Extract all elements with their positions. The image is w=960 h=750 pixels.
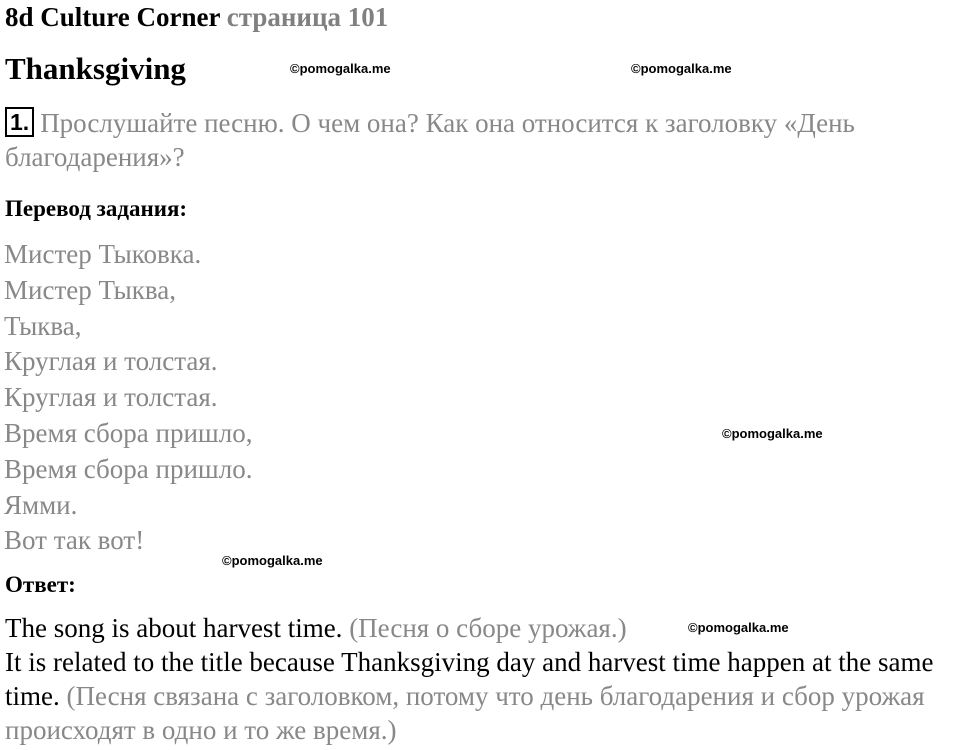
answer-text [5, 611, 960, 747]
page-number-label: страница 101 [226, 2, 389, 32]
poem-line: Круглая и толстая. [4, 382, 218, 413]
watermark: ©pomogalka.me [222, 553, 323, 568]
poem-line: Мистер Тыква, [4, 274, 177, 305]
task-instruction [5, 106, 950, 174]
section-title: Thanksgiving [5, 51, 186, 86]
task-number: 1. [5, 107, 34, 137]
poem-line: Ямми. [4, 489, 78, 520]
page-title-main: 8d Culture Corner [5, 2, 220, 32]
answer-line-ru: (Песня о сборе урожая.) [349, 613, 627, 643]
watermark: ©pomogalka.me [631, 61, 732, 76]
answer-line-en: The song is about harvest time. [5, 613, 343, 643]
translation-poem [4, 237, 252, 559]
watermark: ©pomogalka.me [290, 61, 391, 76]
answer-heading: Ответ: [5, 572, 76, 597]
poem-line: Тыква, [4, 310, 82, 341]
task-text: Прослушайте песню. О чем она? Как она относится к заголовку «День благодарения»? [5, 108, 855, 172]
watermark: ©pomogalka.me [688, 620, 789, 635]
page-title [5, 1, 388, 33]
answer-line-en: It is related to the title because Thanksgiving day and harvest time happen at the same time. [5, 647, 934, 711]
poem-line: Вот так вот! [4, 525, 145, 556]
poem-line: Время сбора пришло, [4, 417, 253, 448]
poem-line: Мистер Тыковка. [4, 239, 202, 269]
poem-line: Круглая и толстая. [4, 346, 218, 377]
translation-heading: Перевод задания: [5, 196, 188, 221]
watermark: ©pomogalka.me [722, 426, 823, 441]
poem-line: Время сбора пришло. [4, 453, 253, 484]
answer-line-ru: (Песня связана с заголовком, потому что день благодарения и сбор урожая происходят в одно и то же время.) [5, 681, 925, 745]
